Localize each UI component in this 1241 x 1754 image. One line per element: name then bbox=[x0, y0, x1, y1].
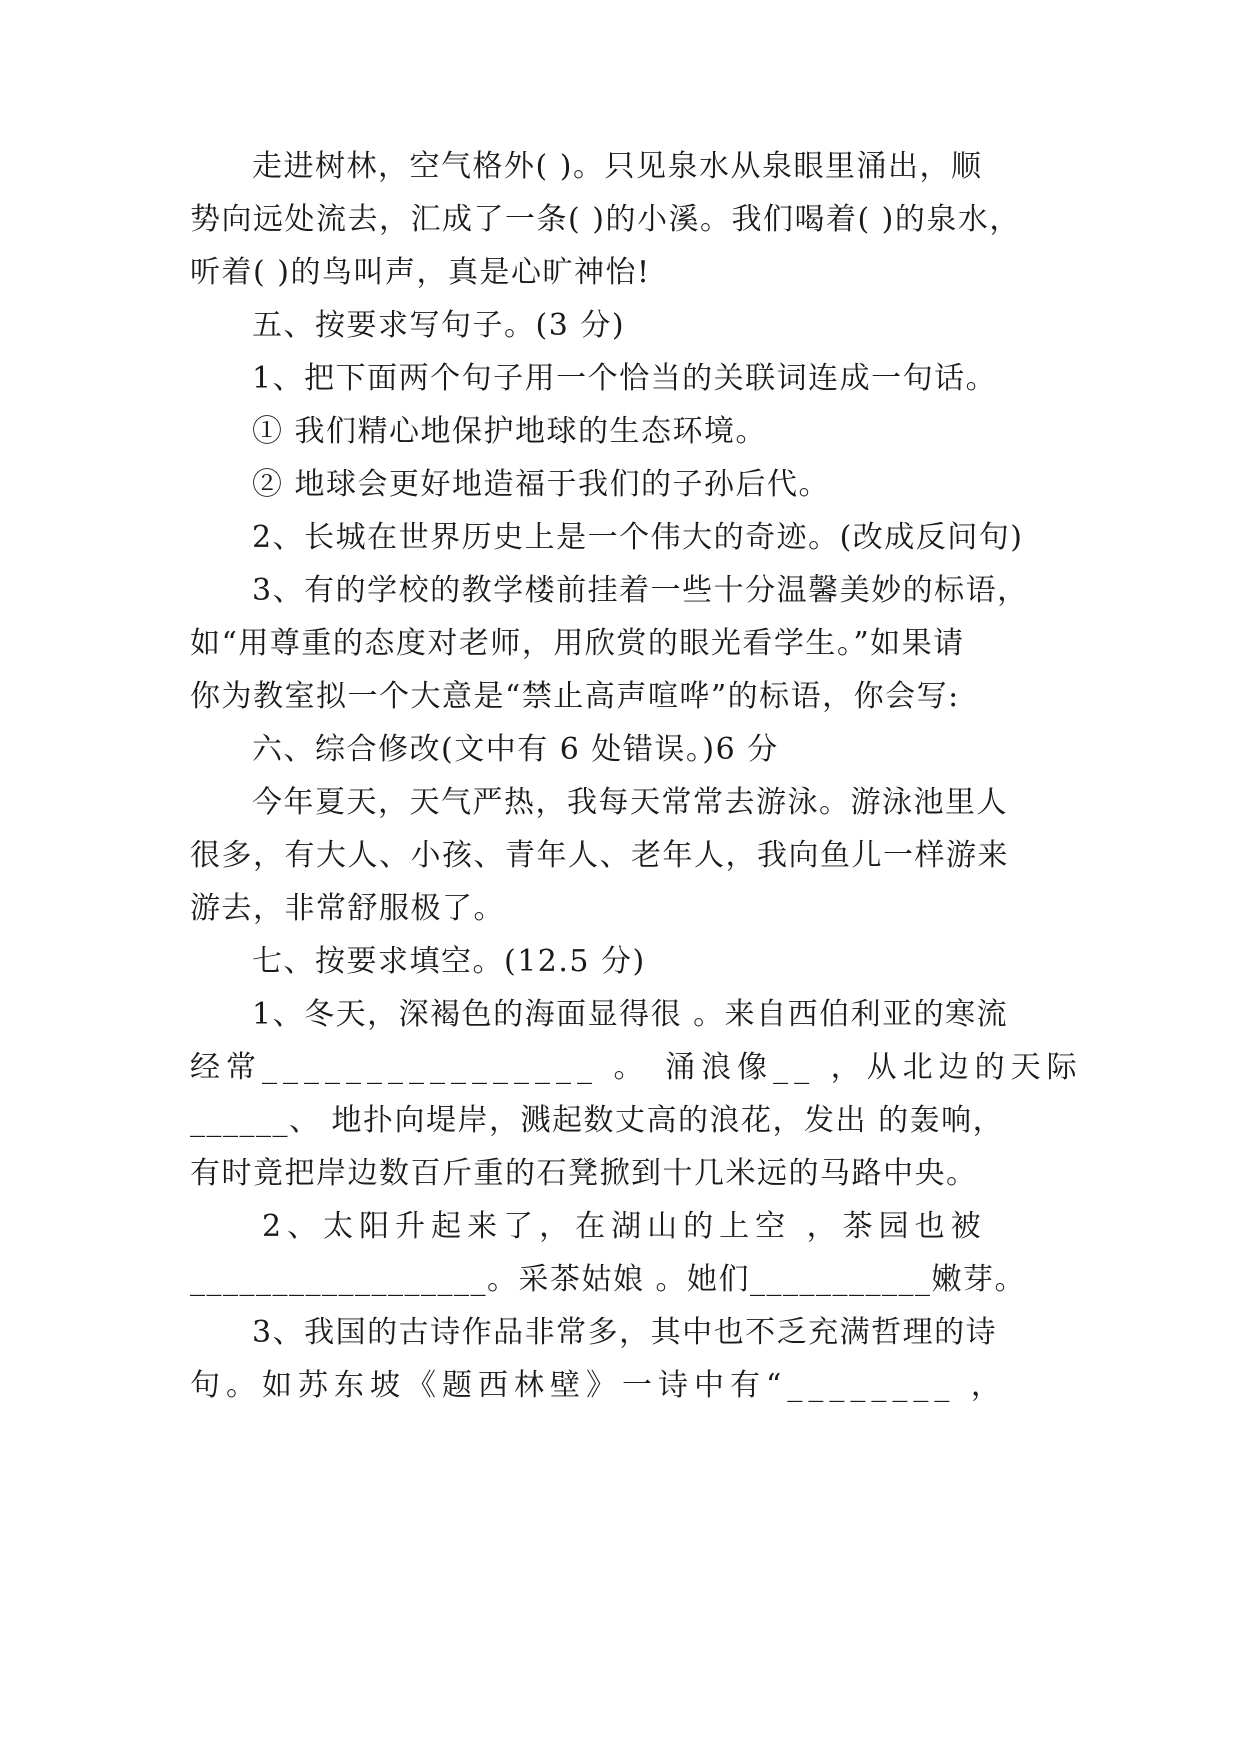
text-line: 今年夏天，天气严热，我每天常常去游泳。游泳池里人 bbox=[252, 785, 1008, 820]
section-heading: 五、按要求写句子。(3 分) bbox=[252, 308, 626, 343]
text-line: ① 我们精心地保护地球的生态环境。 bbox=[252, 414, 768, 449]
text-line: 听着( )的鸟叫声，真是心旷神怡! bbox=[190, 255, 651, 290]
text-line: 势向远处流去，汇成了一条( )的小溪。我们喝着( )的泉水， bbox=[190, 202, 1021, 237]
section-heading: 六、综合修改(文中有 6 处错误。)6 分 bbox=[252, 732, 779, 767]
text-line: 你为教室拟一个大意是“禁止高声喧哗”的标语，你会写: bbox=[190, 679, 960, 714]
question-item: 3、我国的古诗作品非常多，其中也不乏充满哲理的诗 bbox=[252, 1315, 998, 1350]
text-line: ② 地球会更好地造福于我们的子孙后代。 bbox=[252, 467, 831, 502]
text-line: 走进树林，空气格外( )。只见泉水从泉眼里涌出，顺 bbox=[252, 149, 983, 184]
text-line: 很多，有大人、小孩、青年人、老年人，我向鱼儿一样游来 bbox=[190, 838, 1009, 873]
question-item: 1、把下面两个句子用一个恰当的关联词连成一句话。 bbox=[252, 361, 998, 396]
text-line: 有时竟把岸边数百斤重的石凳掀到十几米远的马路中央。 bbox=[190, 1156, 978, 1191]
section-heading: 七、按要求填空。(12.5 分) bbox=[252, 944, 646, 979]
question-item: 2、太阳升起来了，在湖山的上空 ，茶园也被 bbox=[262, 1209, 987, 1244]
question-item: 2、长城在世界历史上是一个伟大的奇迹。(改成反问句) bbox=[252, 520, 1024, 555]
text-line: ______、 地扑向堤岸，溅起数丈高的浪花，发出 的轰响， bbox=[190, 1103, 1005, 1138]
question-item: 1、冬天，深褐色的海面显得很 。来自西伯利亚的寒流 bbox=[252, 997, 1009, 1032]
text-line: 句。如苏东坡《题西林壁》一诗中有“________ ， bbox=[190, 1368, 1007, 1403]
text-line: __________________。采茶姑娘 。她们___________嫩芽。 bbox=[190, 1262, 1027, 1297]
question-item: 3、有的学校的教学楼前挂着一些十分温馨美妙的标语， bbox=[252, 573, 1029, 608]
text-line: 经常________________ 。 涌浪像__ ，从北边的天际 bbox=[190, 1050, 1083, 1085]
text-line: 如“用尊重的态度对老师，用欣赏的眼光看学生。”如果请 bbox=[190, 626, 965, 661]
text-line: 游去，非常舒服极了。 bbox=[190, 891, 505, 926]
